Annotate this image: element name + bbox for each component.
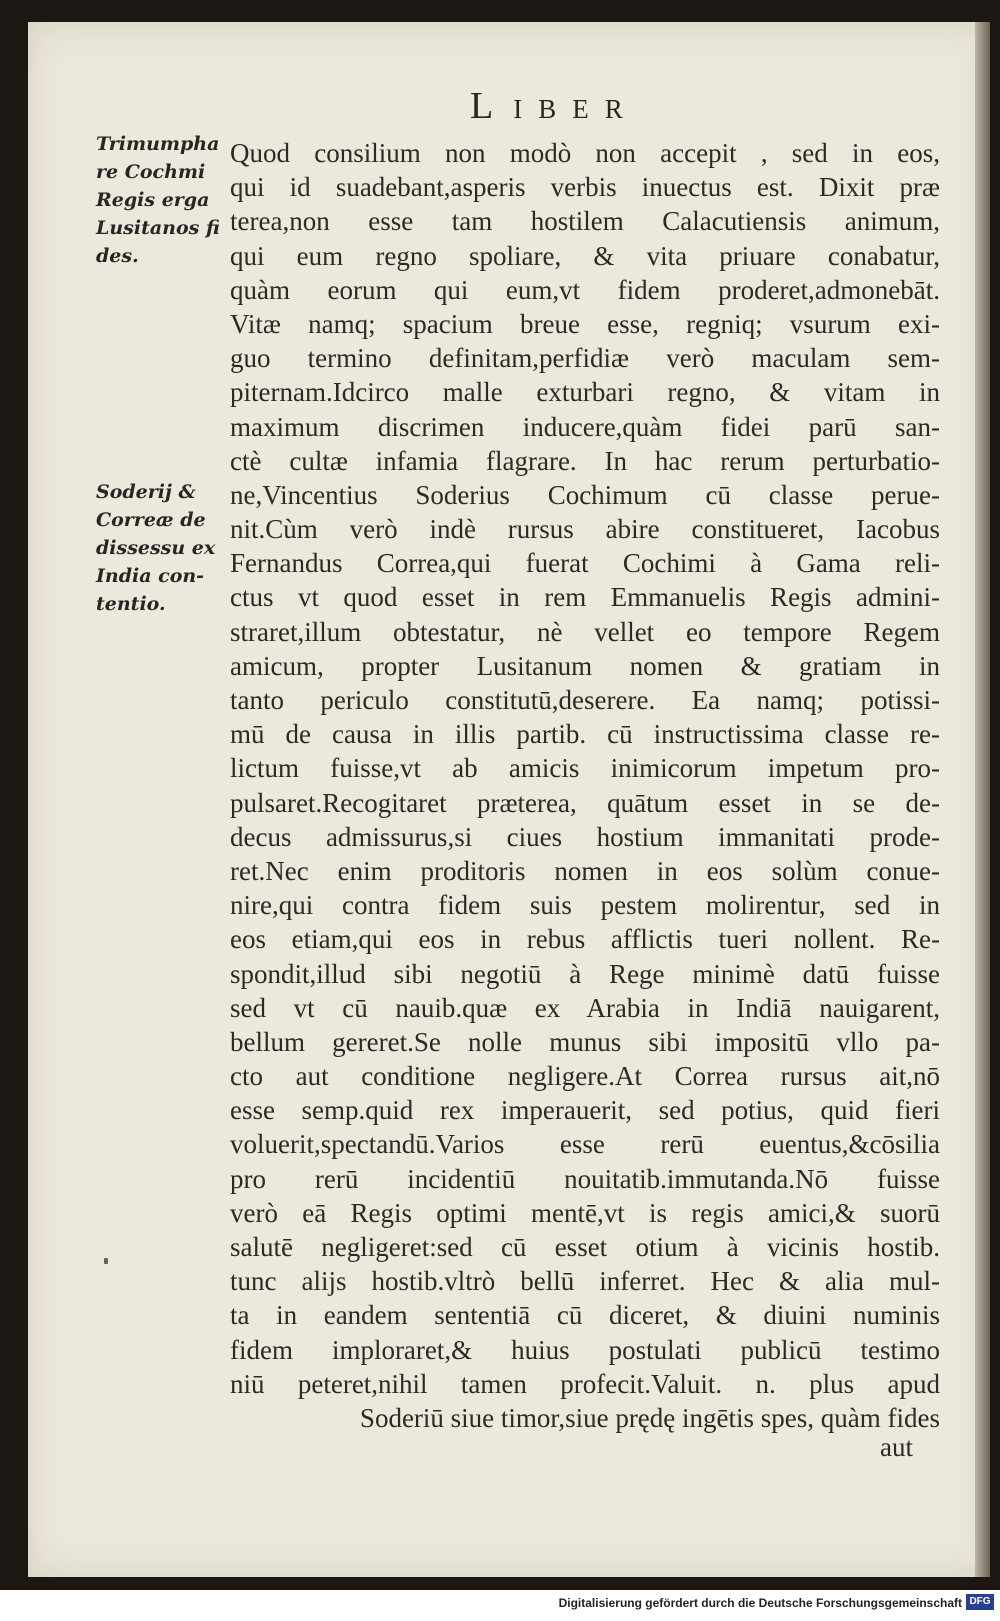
body-line: qui eum regno spoliare, & vita priuare conabatur, xyxy=(230,240,940,271)
body-line: terea,non esse tam hostilem Calacutiensis animum, xyxy=(230,206,940,237)
body-line: piternam.Idcirco malle exturbari regno, & vitam in xyxy=(230,377,940,408)
body-line: bellum gereret.Se nolle munus sibi impositū vllo pa- xyxy=(230,1026,940,1057)
body-line: tanto periculo constitutū,deserere. Ea namq; potissi- xyxy=(230,685,940,715)
body-line: Quod consilium non modò non accepit , sed in eos, xyxy=(230,138,940,168)
marginal-note-line: Trimumpha xyxy=(96,133,220,155)
body-line: niū peteret,nihil tamen profecit.Valuit. n. plus apud xyxy=(230,1368,940,1399)
funding-credit: Digitalisierung gefördert durch die Deutsche Forschungsgemeinschaft xyxy=(558,1596,962,1610)
running-head-initial: L xyxy=(470,85,514,127)
body-line: amicum, propter Lusitanum nomen & gratiam in xyxy=(230,650,940,681)
body-line: ctè cultæ infamia flagrare. In hac rerum perturbatio- xyxy=(230,445,940,476)
body-line: maximum discrimen inducere,quàm fidei parū san- xyxy=(230,411,940,442)
body-line: eos etiam,qui eos in rebus afflictis tueri nollent. Re- xyxy=(230,924,940,955)
dfg-logo: DFG xyxy=(966,1594,994,1610)
body-line: qui id suadebant,asperis verbis inuectus est. Dixit præ xyxy=(230,172,940,203)
body-line: sed vt cū nauib.quæ ex Arabia in Indiā nauigarent, xyxy=(230,992,940,1023)
body-line: Vitæ namq; spacium breue esse, regniq; vsurum exi- xyxy=(230,308,940,339)
marginal-note-line: Correæ de xyxy=(96,509,206,531)
body-line: mū de causa in illis partib. cū instructissima classe re- xyxy=(230,719,940,750)
body-line: ctus vt quod esset in rem Emmanuelis Regis admini- xyxy=(230,582,940,613)
ink-mark xyxy=(104,1258,108,1264)
body-line: guo termino definitam,perfidiæ verò maculam sem- xyxy=(230,343,940,374)
body-line: nire,qui contra fidem suis pestem molirentur, sed in xyxy=(230,890,940,921)
body-line: fidem imploraret,& huius postulati publicū testimo xyxy=(230,1334,940,1365)
running-head xyxy=(470,84,639,128)
marginal-note-line: des. xyxy=(96,245,139,267)
body-line: cto aut conditione negligere.At Correa rursus ait,nō xyxy=(230,1061,940,1092)
marginal-note-line: Lusitanos fi xyxy=(96,217,220,239)
marginal-note-line: India con- xyxy=(96,565,205,587)
running-head-rest: IBER xyxy=(513,94,639,124)
body-line: decus admissurus,si ciues hostium immanitati prode- xyxy=(230,821,940,852)
body-line: tunc alijs hostib.vltrò bellū inferret. Hec & alia mul- xyxy=(230,1266,940,1297)
body-line: salutē negligeret:sed cū esset otium à vicinis hostib. xyxy=(230,1232,940,1262)
footer-bar xyxy=(0,1590,1000,1621)
body-text xyxy=(230,136,940,1435)
body-line: pulsaret.Recogitaret præterea, quātum esset in se de- xyxy=(230,787,940,818)
marginal-note-line: Soderij & xyxy=(96,481,196,503)
body-line: esse semp.quid rex imperauerit, sed potius, quid fieri xyxy=(230,1095,940,1126)
marginal-note-line: Regis erga xyxy=(96,189,210,211)
body-line: lictum fuisse,vt ab amicis inimicorum impetum pro- xyxy=(230,753,940,784)
body-line: quàm eorum qui eum,vt fidem proderet,admonebāt. xyxy=(230,274,940,305)
body-line: Soderiū siue timor,siue prędę ingētis spes, quàm fides xyxy=(359,1402,940,1433)
marginal-note-line: re Cochmi xyxy=(96,161,206,183)
body-line: Fernandus Correa,qui fuerat Cochimi à Gama reli- xyxy=(230,548,940,579)
page-edge-shadow xyxy=(975,22,990,1577)
body-line: ret.Nec enim proditoris nomen in eos solùm conue- xyxy=(230,855,940,886)
body-line: voluerit,spectandū.Varios esse rerū euentus,&cōsilia xyxy=(230,1129,940,1160)
body-line: spondit,illud sibi negotiū à Rege minimè datū fuisse xyxy=(230,958,940,989)
marginal-note-2 xyxy=(96,478,226,618)
marginal-note-line: dissessu ex xyxy=(96,537,216,559)
body-line: ta in eandem sententiā cū diceret, & diuini numinis xyxy=(230,1300,940,1331)
body-line: nit.Cùm verò indè rursus abire constitueret, Iacobus xyxy=(230,514,940,545)
body-line: ne,Vincentius Soderius Cochimum cū classe perue- xyxy=(230,479,940,510)
body-line: verò eā Regis optimi mentē,vt is regis amici,& suorū xyxy=(230,1197,940,1228)
body-line: straret,illum obtestatur, nè vellet eo tempore Regem xyxy=(230,616,940,647)
marginal-note-line: tentio. xyxy=(96,593,166,615)
marginal-note-1 xyxy=(96,130,226,270)
body-line: pro rerū incidentiū nouitatib.immutanda.Nō fuisse xyxy=(230,1163,940,1194)
catchword: aut xyxy=(880,1432,913,1462)
